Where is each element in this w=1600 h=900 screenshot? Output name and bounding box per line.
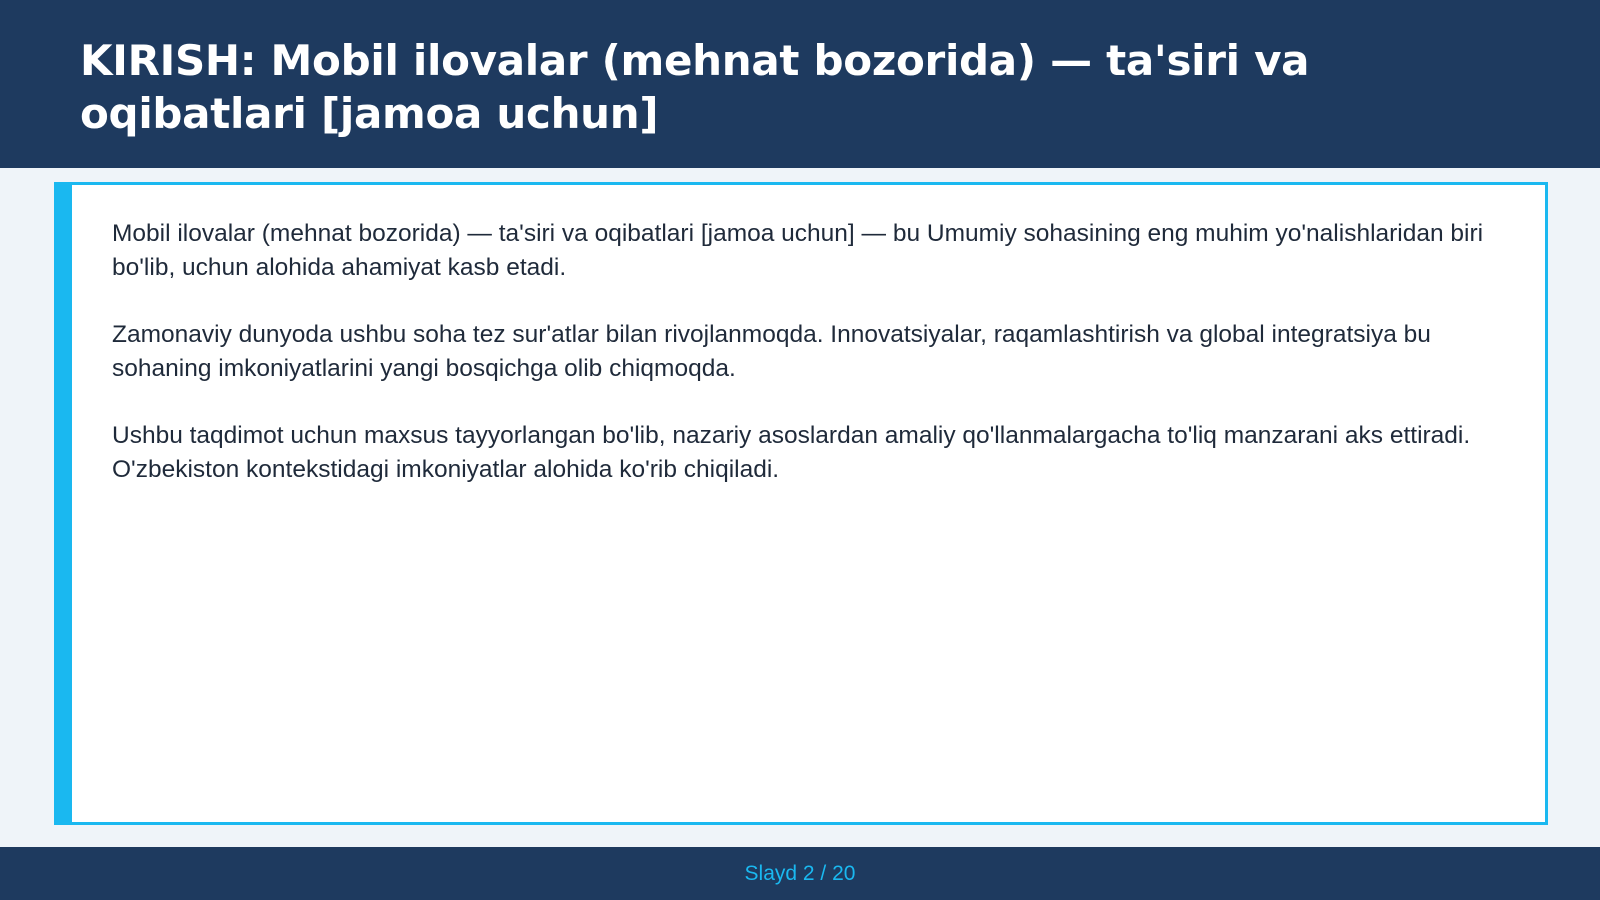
slide-counter: Slayd 2 / 20 bbox=[744, 861, 856, 885]
intro-paragraph: Mobil ilovalar (mehnat bozorida) — ta'siri va oqibatlari [jamoa uchun] — bu Umumiy sohasining eng muhim yo'nalishlaridan biri bo'lib, uchun alohida ahamiyat kasb etadi. bbox=[112, 220, 1484, 281]
slide-header bbox=[0, 0, 1600, 168]
slide-footer bbox=[0, 847, 1600, 900]
content-card bbox=[54, 182, 1548, 825]
modern-world-paragraph: Zamonaviy dunyoda ushbu soha tez sur'atlar bilan rivojlanmoqda. Innovatsiyalar, raqamlashtirish va global integratsiya bu sohaning imkoniyatlarini yangi bosqichga olib chiqmoqda. bbox=[112, 321, 1431, 382]
slide-title: KIRISH: Mobil ilovalar (mehnat bozorida) — ta'siri va oqibatlari [jamoa uchun] bbox=[80, 36, 1310, 138]
presentation-scope-paragraph: Ushbu taqdimot uchun maxsus tayyorlangan bo'lib, nazariy asoslardan amaliy qo'llanmalargacha to'liq manzarani aks ettiradi. O'zbekiston kontekstidagi imkoniyatlar alohida ko'rib chiqiladi. bbox=[112, 422, 1471, 483]
